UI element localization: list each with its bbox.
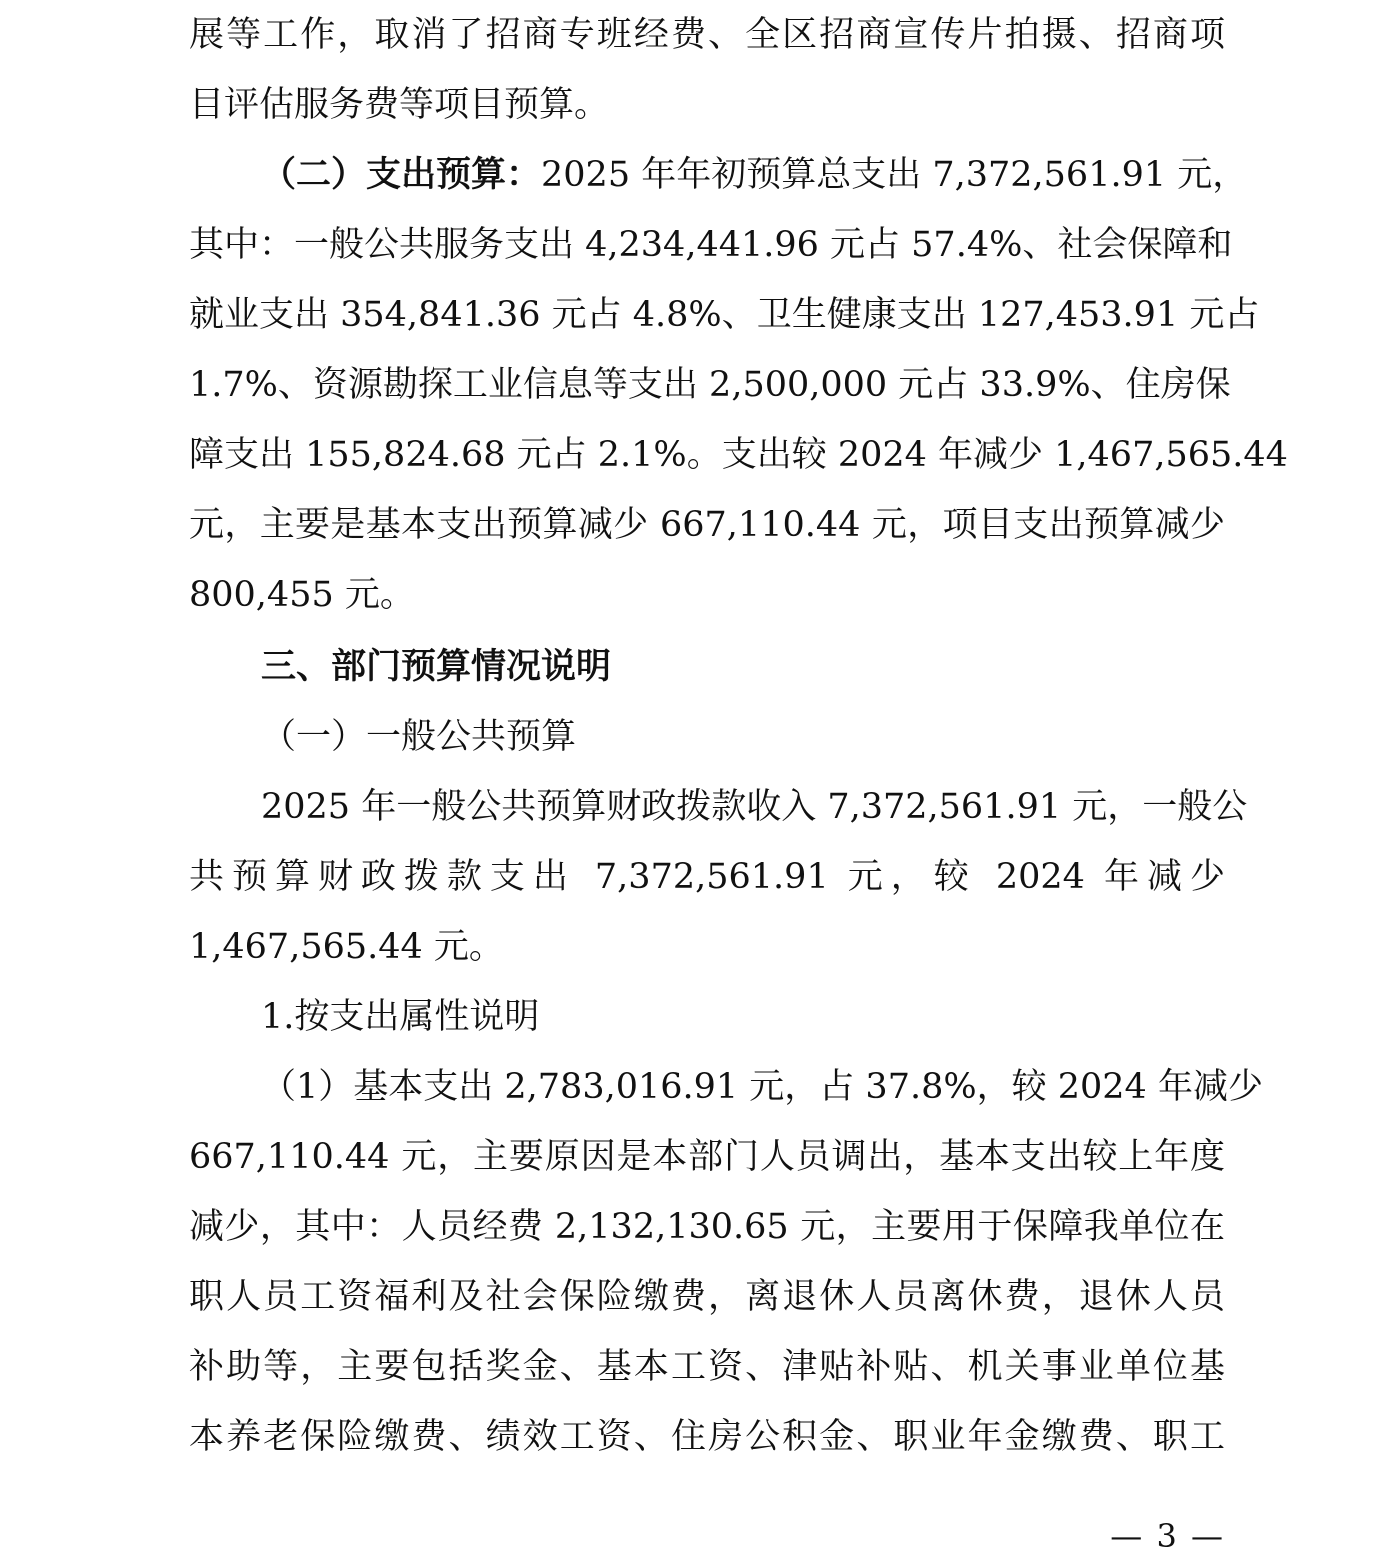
expenditure-budget-label: （二）支出预算： [261, 155, 542, 195]
paragraph-line-12: 1,467,565.44 元。 [189, 927, 504, 967]
subsection-heading-general-budget: （一）一般公共预算 [261, 717, 577, 757]
paragraph-line-2: 目评估服务费等项目预算。 [189, 85, 610, 125]
paragraph-line-4: 其中：一般公共服务支出 4,234,441.96 元占 57.4%、社会保障和 [189, 225, 1233, 265]
paragraph-line-11: 共预算财政拨款支出 7,372,561.91 元，较 2024 年减少 [189, 857, 1225, 897]
paragraph-line-6: 1.7%、资源勘探工业信息等支出 2,500,000 元占 33.9%、住房保 [189, 365, 1231, 405]
paragraph-line-14: （1）基本支出 2,783,016.91 元，占 37.8%，较 2024 年减少 [261, 1067, 1263, 1107]
paragraph-line-7: 障支出 155,824.68 元占 2.1%。支出较 2024 年减少 1,467,565.44 [189, 435, 1288, 475]
paragraph-line-10: 2025 年一般公共预算财政拨款收入 7,372,561.91 元，一般公 [261, 787, 1248, 827]
expenditure-budget-line [261, 140, 1248, 210]
paragraph-line-17: 职人员工资福利及社会保险缴费，离退休人员离休费，退休人员 [189, 1277, 1225, 1317]
section-heading-3: 三、部门预算情况说明 [261, 647, 612, 687]
paragraph-line-19: 本养老保险缴费、绩效工资、住房公积金、职业年金缴费、职工 [189, 1417, 1225, 1457]
paragraph-line-9: 800,455 元。 [189, 575, 415, 615]
paragraph-line-15: 667,110.44 元，主要原因是本部门人员调出，基本支出较上年度 [189, 1137, 1225, 1177]
item-heading-expenditure-attribute: 1.按支出属性说明 [261, 997, 540, 1037]
paragraph-line-16: 减少，其中：人员经费 2,132,130.65 元，主要用于保障我单位在 [189, 1207, 1225, 1247]
paragraph-line-18: 补助等，主要包括奖金、基本工资、津贴补贴、机关事业单位基 [189, 1347, 1225, 1387]
expenditure-budget-text: 2025 年年初预算总支出 7,372,561.91 元， [541, 155, 1248, 195]
page-number: — 3 — [1110, 1517, 1225, 1555]
paragraph-line-8: 元，主要是基本支出预算减少 667,110.44 元，项目支出预算减少 [189, 505, 1225, 545]
paragraph-line-1: 展等工作，取消了招商专班经费、全区招商宣传片拍摄、招商项 [189, 15, 1225, 55]
paragraph-line-5: 就业支出 354,841.36 元占 4.8%、卫生健康支出 127,453.91 元占 [189, 295, 1260, 335]
